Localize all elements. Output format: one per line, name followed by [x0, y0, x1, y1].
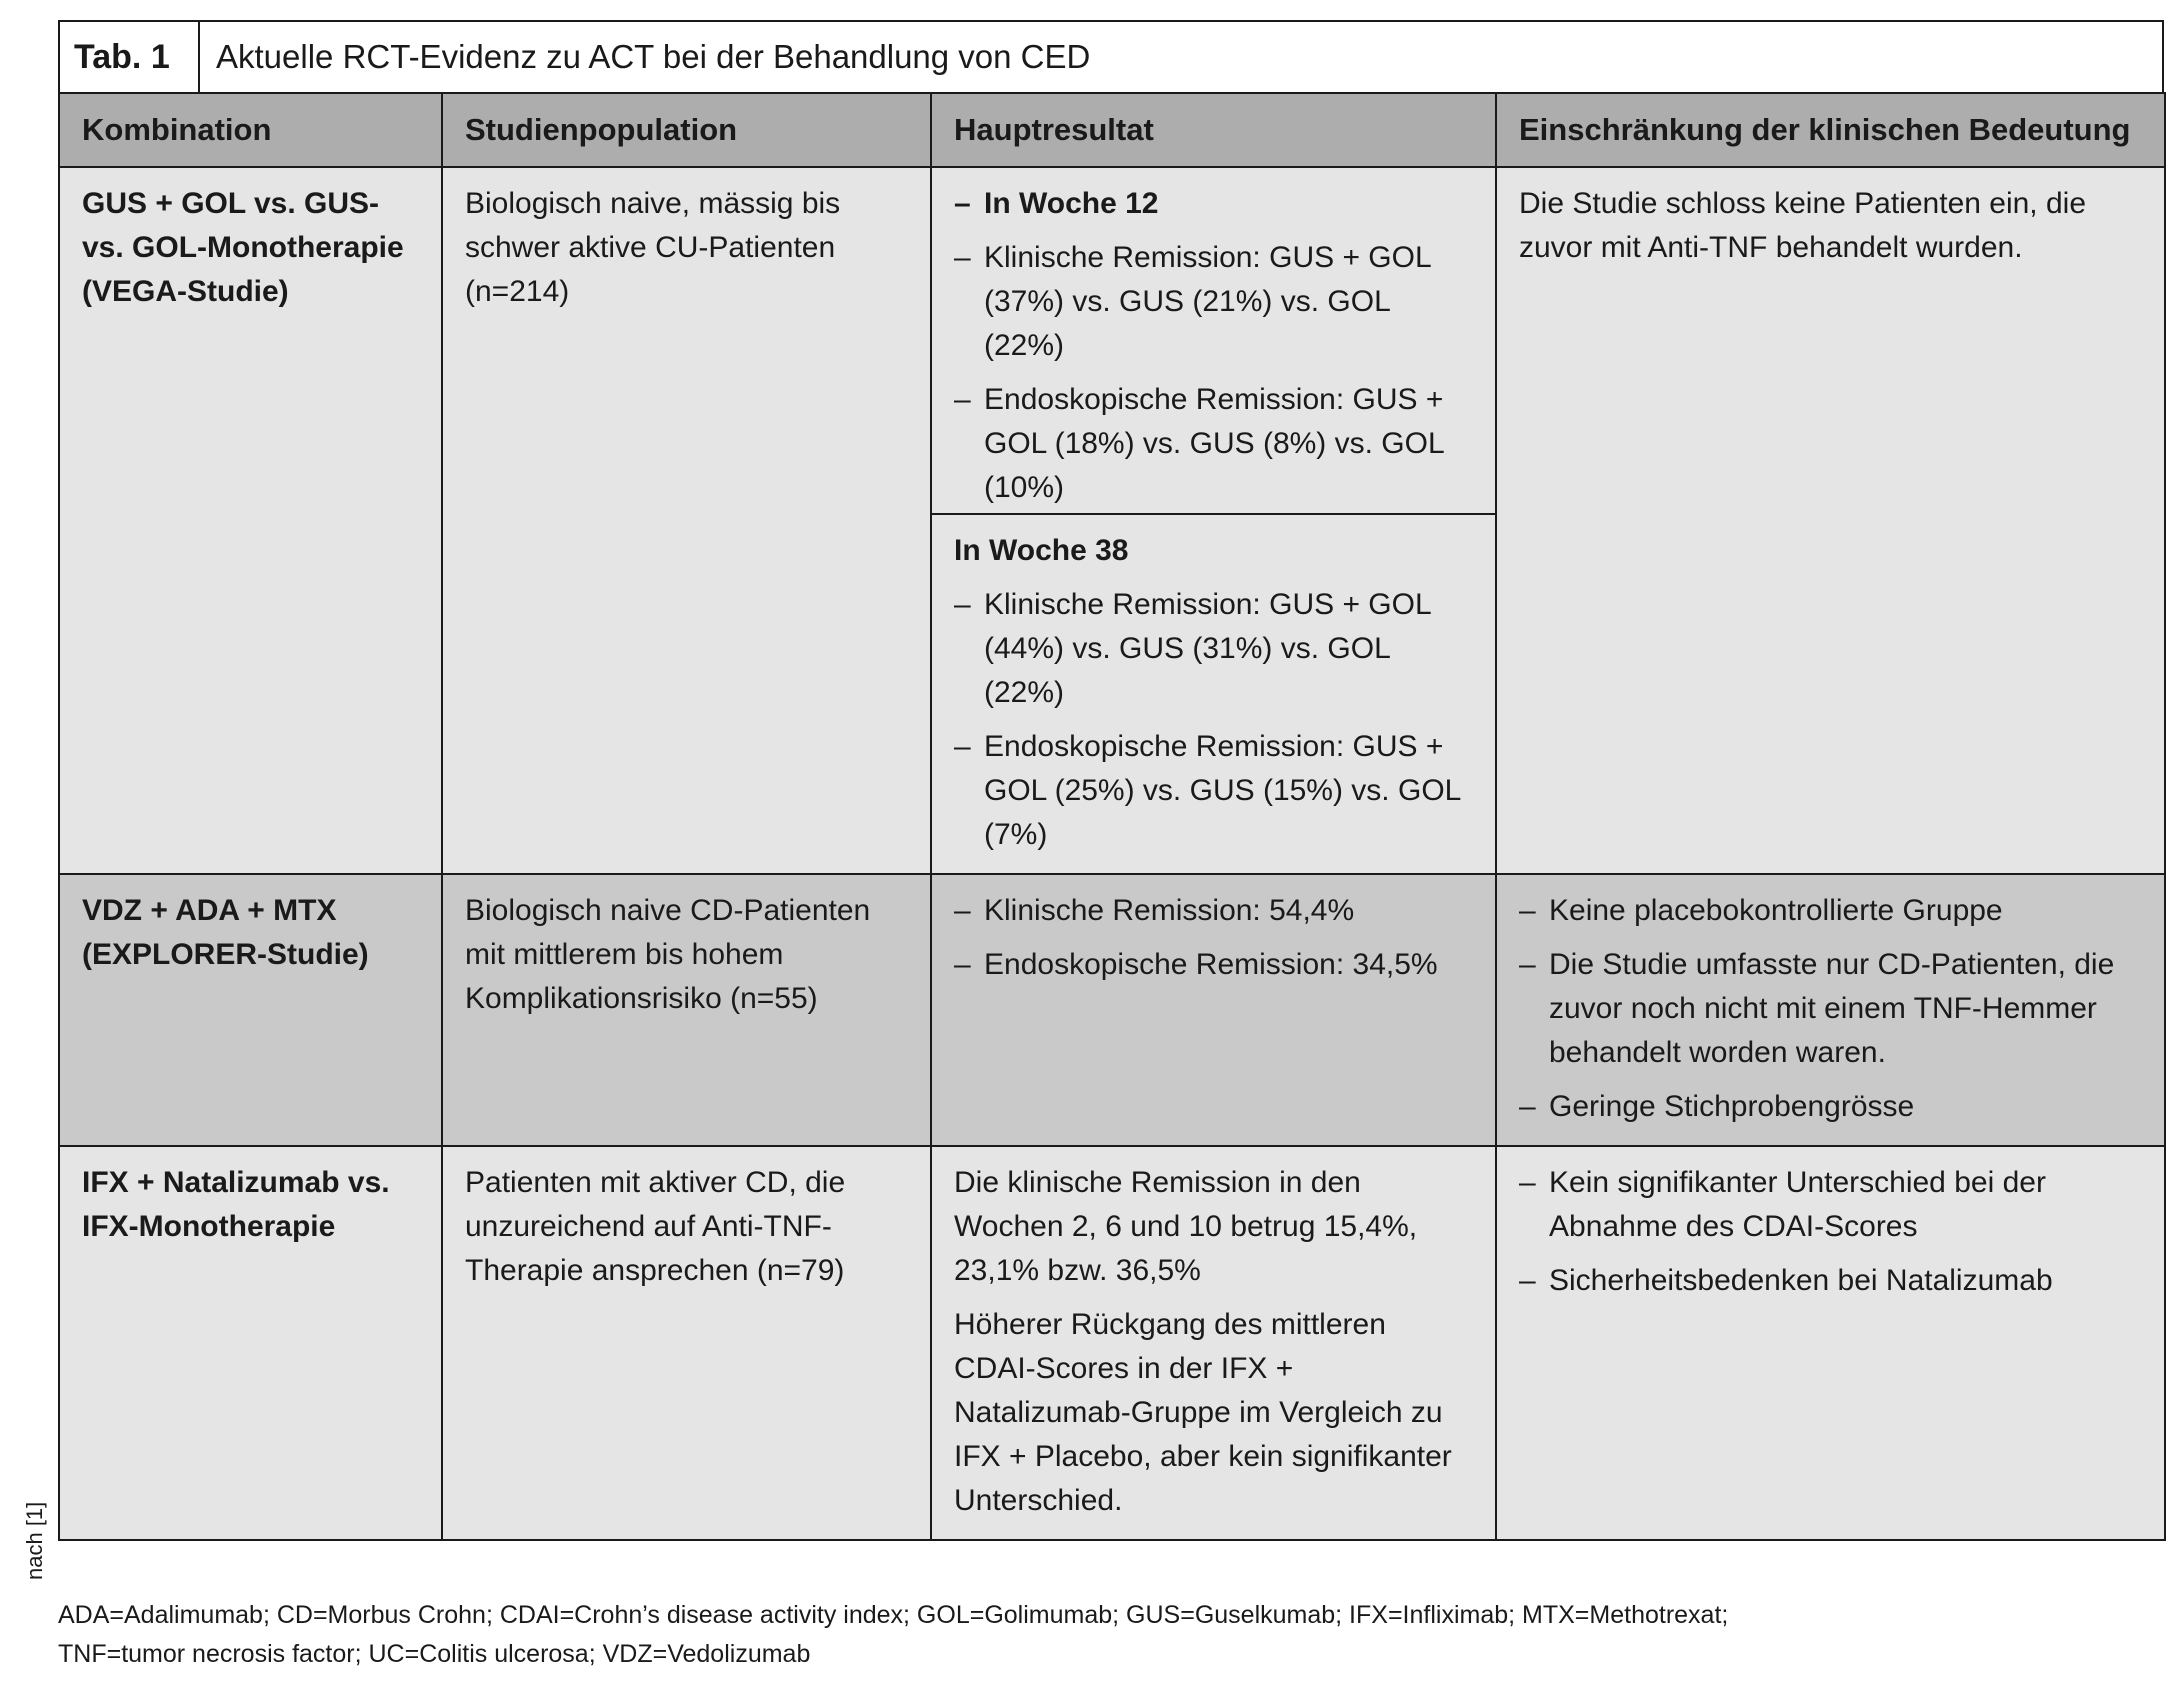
cell-limitation [1496, 1146, 2165, 1540]
footnote-line: TNF=tumor necrosis factor; UC=Colitis ulcerosa; VDZ=Vedolizumab [58, 1640, 811, 1668]
cell-kombination: VDZ + ADA + MTX (EXPLORER-Studie) [59, 874, 442, 1146]
dash: – [954, 730, 971, 763]
week12-item: Klinische Remission: GUS + GOL (37%) vs. GUS (21%) vs. GOL (22%) [984, 241, 1431, 362]
dash: – [954, 894, 971, 927]
week12-heading: In Woche 12 [984, 187, 1159, 220]
footnote-line: ADA=Adalimumab; CD=Morbus Crohn; CDAI=Crohn’s disease activity index; GOL=Golimumab; GUS=Guselkumab; IFX=Infliximab; MTX=Methotrexat; [58, 1601, 1729, 1629]
week38-heading: In Woche 38 [954, 534, 1129, 567]
table-title-bar [58, 20, 2164, 92]
result-week-38 [932, 513, 1495, 873]
list-item [1519, 889, 2142, 933]
cell-kombination: GUS + GOL vs. GUS- vs. GOL-Monotherapie (VEGA-Studie) [59, 167, 442, 874]
list-item [1519, 943, 2142, 1075]
cell-population: Biologisch naive CD-Patienten mit mittlerem bis hohem Komplikationsrisiko (n=55) [442, 874, 931, 1146]
header-studienpopulation: Studienpopulation [442, 93, 931, 167]
table-number: Tab. 1 [60, 22, 200, 92]
header-hauptresultat: Hauptresultat [931, 93, 1496, 167]
list-item [954, 583, 1473, 715]
dash: – [954, 383, 971, 416]
dash: – [954, 948, 971, 981]
cell-limitation: Die Studie schloss keine Patienten ein, die zuvor mit Anti-TNF behandelt wurden. [1496, 167, 2165, 874]
cell-result [931, 167, 1496, 874]
list-item [954, 182, 1473, 226]
limitation-item: Sicherheitsbedenken bei Natalizumab [1549, 1264, 2053, 1297]
data-table [58, 92, 2166, 1541]
dash: – [954, 241, 971, 274]
limitation-item: Geringe Stichprobengrösse [1549, 1090, 1915, 1123]
cell-population: Patienten mit aktiver CD, die unzureichend auf Anti-TNF-Therapie ansprechen (n=79) [442, 1146, 931, 1540]
cell-population: Biologisch naive, mässig bis schwer aktive CU-Patienten (n=214) [442, 167, 931, 874]
dash: – [1519, 1090, 1536, 1123]
table-row [59, 167, 2165, 874]
dash: – [954, 187, 971, 220]
dash: – [954, 588, 971, 621]
result-item: Klinische Remission: 54,4% [984, 894, 1355, 927]
limitation-item: Keine placebokontrollierte Gruppe [1549, 894, 2003, 927]
limitation-item: Die Studie umfasste nur CD-Patienten, die zuvor noch nicht mit einem TNF-Hemmer behandelt worden waren. [1549, 948, 2115, 1069]
result-item: Endoskopische Remission: 34,5% [984, 948, 1438, 981]
dash: – [1519, 1166, 1536, 1199]
list-item [1519, 1161, 2142, 1249]
cell-result [931, 874, 1496, 1146]
table-row [59, 1146, 2165, 1540]
list-item [954, 889, 1473, 933]
dash: – [1519, 1264, 1536, 1297]
list-item [954, 725, 1473, 857]
table-row [59, 874, 2165, 1146]
list-item [954, 236, 1473, 368]
week12-item: Endoskopische Remission: GUS + GOL (18%) vs. GUS (8%) vs. GOL (10%) [984, 383, 1444, 504]
dash: – [1519, 894, 1536, 927]
evidence-table [58, 20, 2164, 1541]
header-einschraenkung: Einschränkung der klinischen Bedeutung [1496, 93, 2165, 167]
result-week-12 [932, 168, 1495, 513]
list-item [1519, 1085, 2142, 1129]
list-item [1519, 1259, 2142, 1303]
list-item [954, 943, 1473, 987]
cell-kombination: IFX + Natalizumab vs. IFX-Monotherapie [59, 1146, 442, 1540]
dash: – [1519, 948, 1536, 981]
result-paragraph: Höherer Rückgang des mittleren CDAI-Scores in der IFX + Natalizumab-Gruppe im Vergleich zu IFX + Placebo, aber kein signifikanter Unterschied. [954, 1308, 1452, 1517]
table-title: Aktuelle RCT-Evidenz zu ACT bei der Behandlung von CED [216, 38, 1091, 75]
header-kombination: Kombination [59, 93, 442, 167]
cell-limitation [1496, 874, 2165, 1146]
source-note: nach [1] [22, 1501, 47, 1580]
abbreviations-footnote [58, 1596, 2158, 1674]
week38-item: Klinische Remission: GUS + GOL (44%) vs. GUS (31%) vs. GOL (22%) [984, 588, 1431, 709]
result-paragraph: Die klinische Remission in den Wochen 2, 6 und 10 betrug 15,4%, 23,1% bzw. 36,5% [954, 1166, 1418, 1287]
limitation-item: Kein signifikanter Unterschied bei der Abnahme des CDAI-Scores [1549, 1166, 2046, 1243]
header-row [59, 93, 2165, 167]
cell-result [931, 1146, 1496, 1540]
list-item [954, 378, 1473, 510]
week38-item: Endoskopische Remission: GUS + GOL (25%) vs. GUS (15%) vs. GOL (7%) [984, 730, 1461, 851]
